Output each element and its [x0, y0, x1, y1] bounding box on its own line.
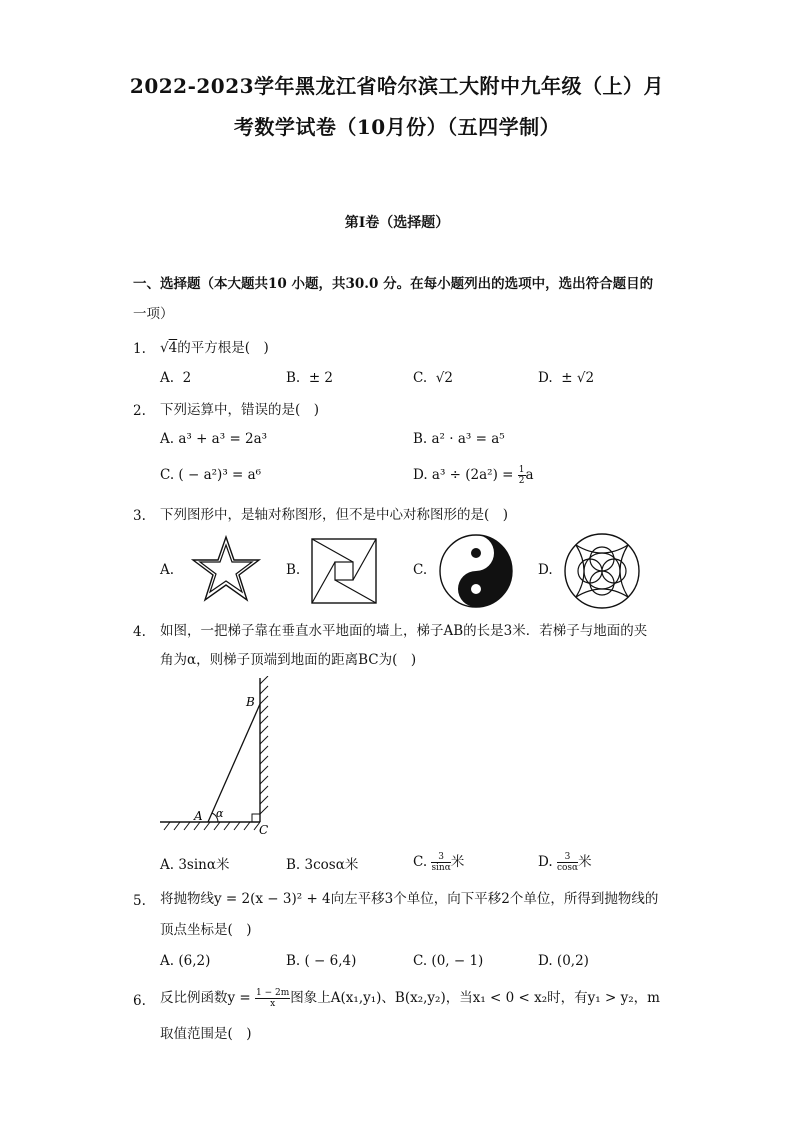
q2-option-d[interactable]: D. a³ ÷ (2a²) = $\frac{1}{2}$ a	[413, 465, 534, 486]
point-c-label: C	[259, 823, 269, 837]
q6-fraction: $\frac{1 - 2m}{x}$	[256, 988, 290, 1009]
point-a-label: A	[194, 809, 203, 823]
q1-stem: √4的平方根是( )	[160, 340, 269, 356]
q5-option-b[interactable]: B. ( − 6,4)	[286, 953, 357, 969]
q1-option-c[interactable]: C. √2	[413, 370, 453, 386]
instructions-line-2: 一项）	[133, 306, 174, 322]
star-figure	[186, 534, 266, 604]
pinwheel-square-figure	[311, 538, 377, 604]
q4-option-c[interactable]: C. $\frac{3}{\sin\alpha}$ 米	[413, 852, 465, 873]
q4-option-b[interactable]: B. 3cosα米	[286, 857, 359, 873]
title-line-2: 考数学试卷（10月份）（五四学制）	[233, 115, 561, 139]
q2-number: 2.	[133, 403, 146, 419]
half-fraction: $\frac{1}{2}$	[518, 465, 525, 486]
q4-option-d[interactable]: D. $\frac{3}{\cos\alpha}$ 米	[538, 852, 592, 873]
q3-option-a[interactable]: A.	[160, 562, 175, 578]
q2-option-a[interactable]: A. a³ + a³ = 2a³	[160, 431, 268, 447]
q1-number: 1.	[133, 341, 146, 357]
q6-number: 6.	[133, 993, 146, 1009]
q2-option-c[interactable]: C. ( − a²)³ = a⁶	[160, 467, 262, 483]
q3-option-d[interactable]: D.	[538, 562, 553, 578]
q6-stem-line-1: 反比例函数y = $\frac{1 - 2m}{x}$ 图象上A(x₁,y₁)、B(x₂,y₂)，当x₁ < 0 < x₂时，有y₁ > y₂，m	[160, 988, 660, 1009]
flower-circle-figure	[562, 531, 642, 611]
angle-alpha-label: α	[216, 807, 224, 820]
title-line-1: 2022-2023学年黑龙江省哈尔滨工大附中九年级（上）月	[129, 74, 665, 98]
q2-stem: 下列运算中，错误的是( )	[160, 402, 320, 418]
q2-option-b[interactable]: B. a² · a³ = a⁵	[413, 431, 505, 447]
q5-stem-line-2: 顶点坐标是( )	[160, 922, 252, 938]
instructions-line-1: 一、选择题（本大题共10 小题，共30.0 分。在每小题列出的选项中，选出符合题目的	[133, 276, 654, 292]
q1-option-d[interactable]: D. ± √2	[538, 370, 595, 386]
point-b-label: B	[246, 695, 255, 709]
q3-stem: 下列图形中，是轴对称图形，但不是中心对称图形的是( )	[160, 507, 509, 523]
q4-number: 4.	[133, 624, 146, 640]
q5-number: 5.	[133, 893, 146, 909]
q1-option-a[interactable]: A. 2	[160, 370, 192, 386]
ladder-diagram	[158, 676, 278, 838]
q1-option-b[interactable]: B. ± 2	[286, 370, 334, 386]
section-heading: 第I卷（选择题）	[344, 215, 450, 231]
q3-number: 3.	[133, 508, 146, 524]
q3-option-c[interactable]: C.	[413, 562, 428, 578]
q5-option-d[interactable]: D. (0,2)	[538, 953, 589, 969]
q4-stem-line-1: 如图，一把梯子靠在垂直水平地面的墙上，梯子AB的长是3米．若梯子与地面的夹	[160, 623, 648, 639]
q4-option-a[interactable]: A. 3sinα米	[160, 857, 230, 873]
q5-stem-line-1: 将抛物线y = 2(x − 3)² + 4向左平移3个单位，向下平移2个单位，所得到抛物线的	[160, 891, 659, 907]
q5-option-a[interactable]: A. (6,2)	[160, 953, 211, 969]
q3-option-b[interactable]: B.	[286, 562, 301, 578]
q6-stem-line-2: 取值范围是( )	[160, 1026, 252, 1042]
q5-option-c[interactable]: C. (0, − 1)	[413, 953, 484, 969]
sqrt-symbol: √4	[160, 340, 178, 356]
yin-yang-figure	[438, 533, 514, 609]
q4-stem-line-2: 角为α，则梯子顶端到地面的距离BC为( )	[160, 652, 417, 668]
